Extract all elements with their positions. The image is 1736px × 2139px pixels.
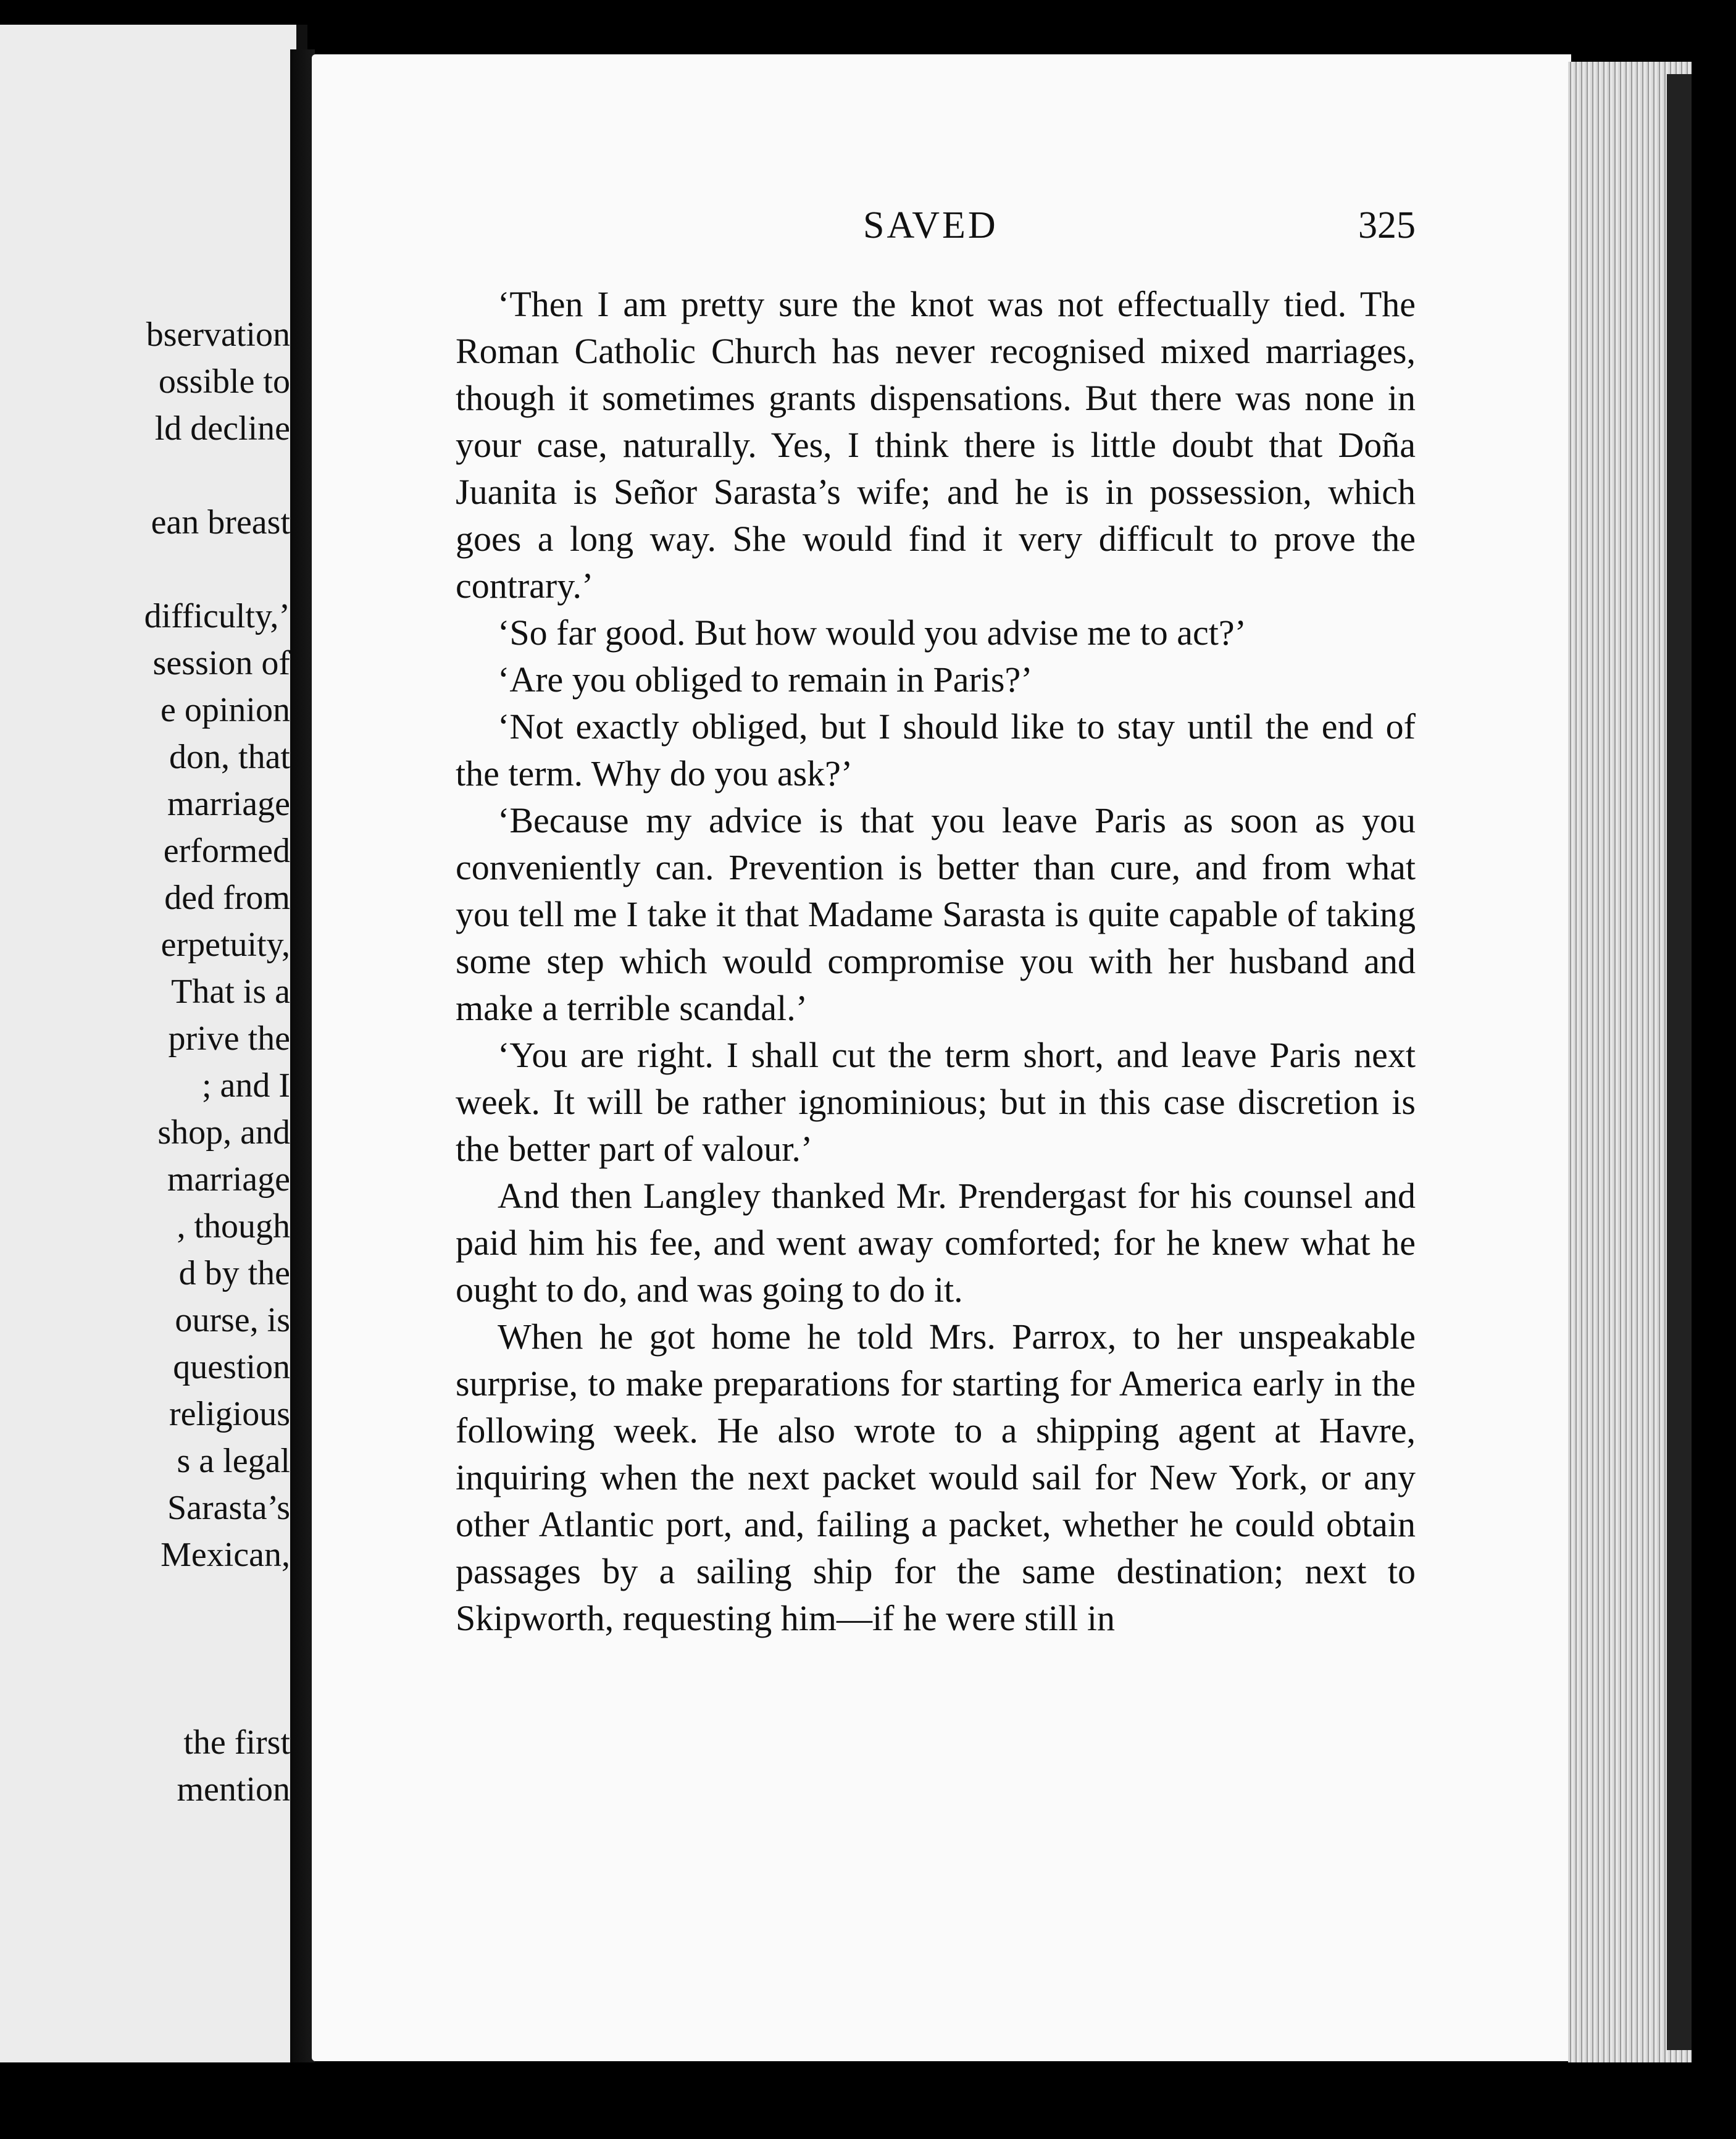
left-page-line: ded from — [164, 879, 290, 917]
left-page-line: ourse, is — [175, 1301, 290, 1339]
paragraph: ‘So far good. But how would you advise me to act?’ — [498, 613, 1246, 653]
cover-edge — [1667, 74, 1692, 2050]
left-page-line: ld decline — [154, 409, 290, 448]
left-page-line: ; and I — [201, 1066, 290, 1105]
page-number: 325 — [1358, 204, 1416, 246]
paragraph: ‘Not exactly obliged, but I should like to stay until the end of the term. Why do you ask?’ — [456, 706, 1416, 793]
left-page-line: s a legal — [177, 1442, 290, 1480]
left-page-line: ossible to — [158, 362, 290, 401]
left-page-line: the first — [183, 1723, 290, 1762]
left-page-line: erformed — [163, 832, 290, 870]
body-text — [456, 281, 1416, 1642]
left-page-line: question — [173, 1348, 290, 1386]
left-page-line: Sarasta’s — [167, 1489, 290, 1527]
left-page-line: difficulty,’ — [144, 597, 290, 635]
paragraph: ‘Then I am pretty sure the knot was not effectually tied. The Roman Catholic Church has never recognised mixed marriages, though it sometimes grants dispensations. But there was none in your case, naturally. Yes, I think there is little doubt that Doña Juanita is Señor Sarasta’s wife; and he is in possession, which goes a long way. She would find it very difficult to prove the contrary.’ — [456, 284, 1416, 606]
left-page-line: , though — [177, 1207, 290, 1245]
left-page-line: mention — [177, 1770, 290, 1809]
book-gutter — [290, 49, 315, 2062]
left-page-line: bservation — [146, 316, 290, 354]
paragraph: ‘You are right. I shall cut the term short, and leave Paris next week. It will be rather ignominious; but in this case discretion is the better part of valour.’ — [456, 1035, 1416, 1169]
left-page-line: session of — [152, 644, 290, 682]
left-page-line: ean breast — [151, 503, 290, 542]
paragraph: ‘Because my advice is that you leave Paris as soon as you conveniently can. Prevention is better than cure, and from what you tell me I take it that Madame Sarasta is quite capable of taking some step which would compromise you with her husband and make a terrible scandal.’ — [456, 800, 1416, 1028]
left-page-line: religious — [169, 1395, 290, 1433]
left-page-line: Mexican, — [161, 1536, 290, 1574]
left-page-line: That is a — [171, 973, 290, 1011]
left-page-line: marriage — [167, 785, 290, 823]
left-facing-page — [0, 25, 307, 2062]
paragraph: ‘Are you obliged to remain in Paris?’ — [498, 659, 1033, 700]
page-header — [456, 198, 1416, 259]
left-page-line: prive the — [168, 1019, 290, 1058]
left-page-text — [0, 25, 296, 2062]
left-page-line: e opinion — [161, 691, 290, 729]
left-page-line: don, that — [169, 738, 290, 776]
paragraph: When he got home he told Mrs. Parrox, to her unspeakable surprise, to make preparations for starting for America early in the following week. He also wrote to a shipping agent at Havre, inquiring when the next packet would sail for New York, or any other Atlantic port, and, failing a packet, whether he could obtain passages by a sailing ship for the same destination; next to Skipworth, requesting him—if he were still in — [456, 1316, 1416, 1638]
left-page-line: shop, and — [157, 1113, 290, 1152]
left-page-line: d by the — [178, 1254, 290, 1292]
paragraph: And then Langley thanked Mr. Prendergast for his counsel and paid him his fee, and went away comforted; for he knew what he ought to do, and was going to do it. — [456, 1176, 1416, 1310]
left-page-line: marriage — [167, 1160, 290, 1199]
running-title: SAVED — [863, 204, 998, 246]
left-page-line: erpetuity, — [161, 926, 290, 964]
